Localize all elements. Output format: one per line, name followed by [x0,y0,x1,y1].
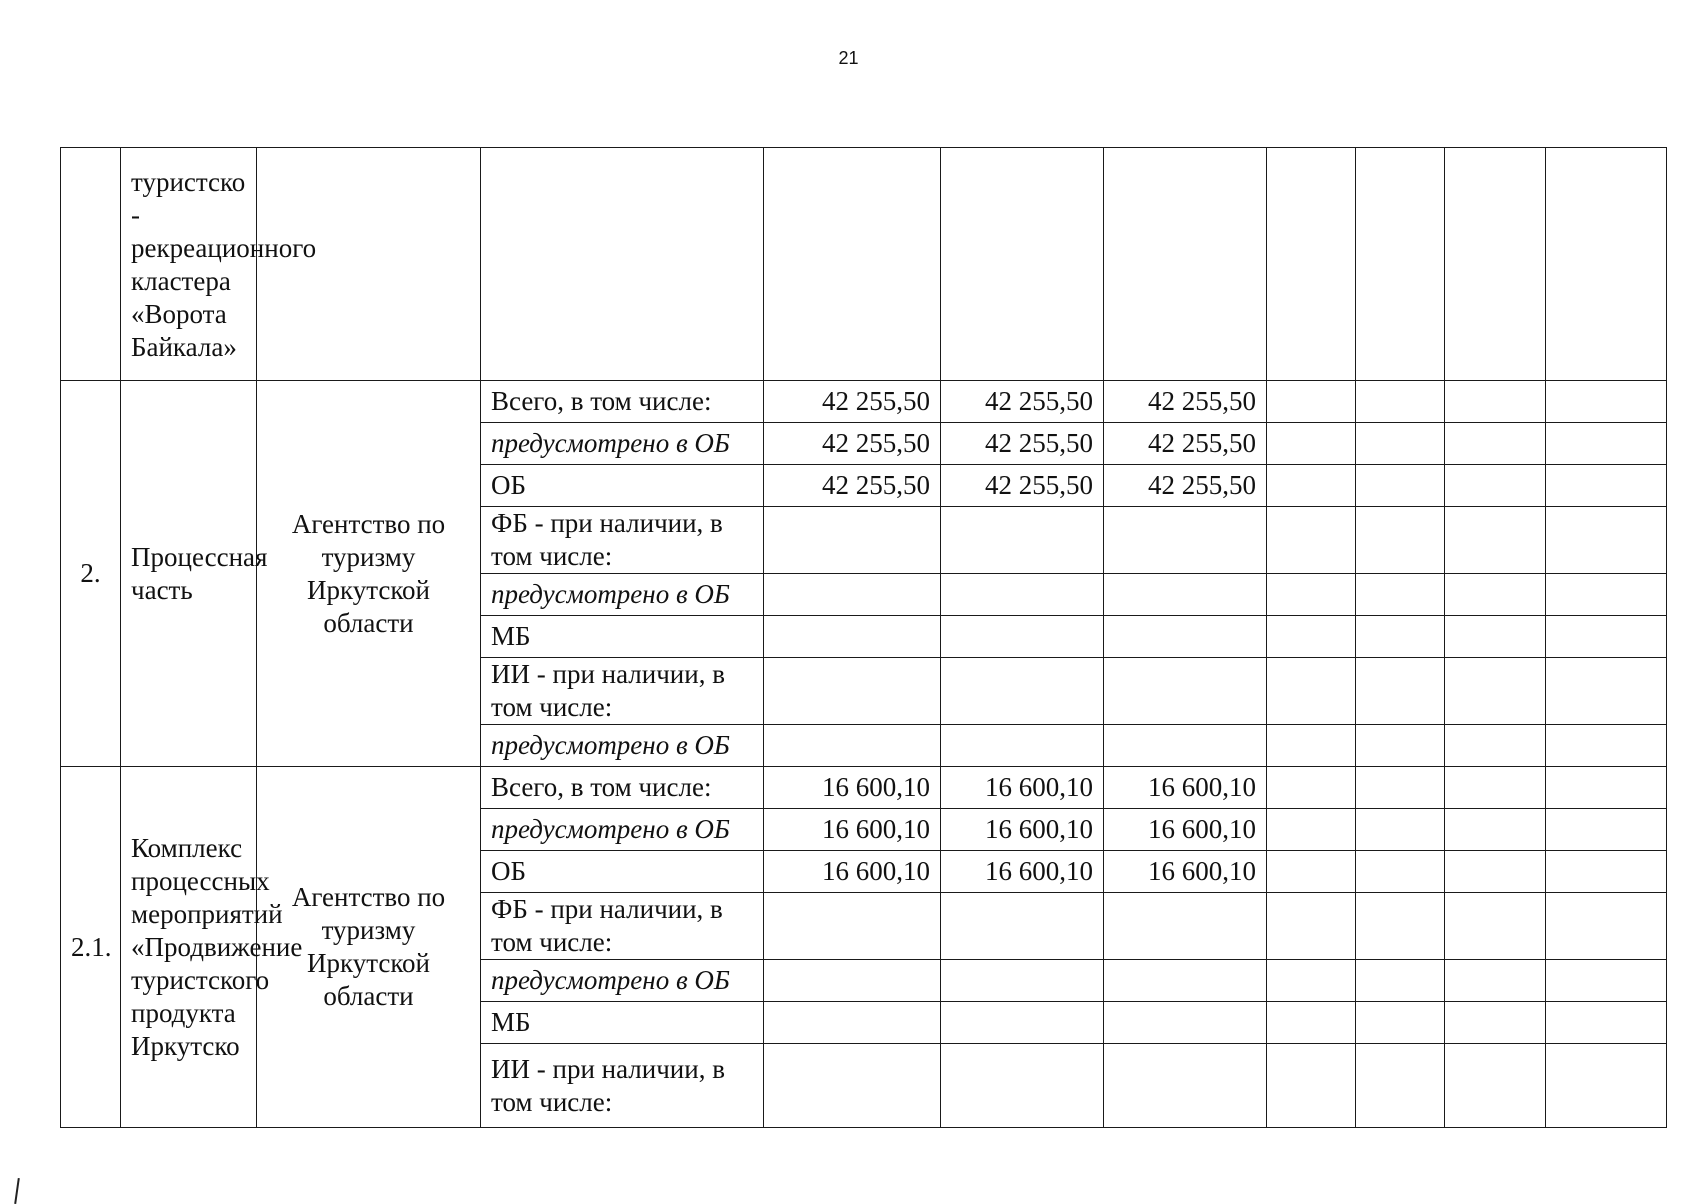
empty-cell [1445,148,1546,381]
funding-source-cell: МБ [481,1002,764,1044]
amount-cell: 42 255,50 [764,465,941,507]
amount-cell [764,574,941,616]
amount-cell [1104,1044,1267,1128]
empty-cell [1356,658,1445,725]
empty-cell [1546,725,1667,767]
empty-cell [1546,423,1667,465]
funding-source-cell: МБ [481,616,764,658]
empty-cell [1546,1002,1667,1044]
event-name-cell: туристско - рекреационного кластера «Ворота Байкала» [121,148,257,381]
empty-cell [1267,658,1356,725]
empty-cell [1356,767,1445,809]
empty-cell [1445,893,1546,960]
amount-cell [1104,1002,1267,1044]
funding-source-cell: ОБ [481,851,764,893]
empty-cell [1267,507,1356,574]
empty-cell [1546,960,1667,1002]
event-name-cell: Процессная часть [121,381,257,767]
amount-cell: 16 600,10 [1104,809,1267,851]
empty-cell [1546,616,1667,658]
empty-cell [1546,767,1667,809]
empty-cell [1546,893,1667,960]
table-row [61,767,1667,809]
empty-cell [1356,851,1445,893]
empty-cell [1267,809,1356,851]
agency-cell [257,148,481,381]
empty-cell [1546,148,1667,381]
empty-cell [1445,465,1546,507]
empty-cell [1356,809,1445,851]
empty-cell [1267,1044,1356,1128]
empty-cell [1356,893,1445,960]
amount-cell: 16 600,10 [764,809,941,851]
funding-table [60,147,1667,1128]
empty-cell [1445,960,1546,1002]
empty-cell [1445,423,1546,465]
amount-cell [764,725,941,767]
amount-cell [764,1044,941,1128]
agency-cell: Агентство по туризму Иркутской области [257,767,481,1128]
amount-cell [1104,616,1267,658]
table-row [61,381,1667,423]
empty-cell [1445,767,1546,809]
amount-cell [764,1002,941,1044]
amount-cell: 42 255,50 [941,465,1104,507]
empty-cell [1445,616,1546,658]
amount-cell [941,893,1104,960]
empty-cell [1356,960,1445,1002]
empty-cell [1546,465,1667,507]
empty-cell [1445,1002,1546,1044]
amount-cell: 42 255,50 [764,423,941,465]
amount-cell [941,1044,1104,1128]
amount-cell [764,960,941,1002]
amount-cell [941,574,1104,616]
empty-cell [1546,507,1667,574]
row-number-cell: 2. [61,381,121,767]
amount-cell [941,1002,1104,1044]
amount-cell: 16 600,10 [941,851,1104,893]
page-number: 21 [838,48,859,68]
amount-cell [764,658,941,725]
funding-source-cell: Всего, в том числе: [481,381,764,423]
source-cell [481,148,764,381]
event-name-cell: Комплекс процессных мероприятий «Продвижение туристского продукта Иркутско [121,767,257,1128]
empty-cell [1267,381,1356,423]
funding-source-cell: предусмотрено в ОБ [481,423,764,465]
empty-cell [1546,809,1667,851]
empty-cell [1546,381,1667,423]
table-row [61,148,1667,381]
empty-cell [1546,1044,1667,1128]
empty-cell [1356,1044,1445,1128]
amount-cell: 16 600,10 [764,767,941,809]
empty-cell [1267,148,1356,381]
amount-cell: 16 600,10 [941,809,1104,851]
empty-cell [1267,767,1356,809]
empty-cell [1445,574,1546,616]
empty-cell [1267,574,1356,616]
amount-cell: 42 255,50 [1104,381,1267,423]
amount-cell: 42 255,50 [1104,465,1267,507]
amount-cell [1104,725,1267,767]
amount-cell: 42 255,50 [764,381,941,423]
empty-cell [1267,616,1356,658]
funding-source-cell: ФБ - при наличии, в том числе: [481,893,764,960]
amount-cell: 42 255,50 [941,423,1104,465]
empty-cell [1445,381,1546,423]
empty-cell [1356,725,1445,767]
empty-cell [1267,423,1356,465]
amount-cell [941,507,1104,574]
empty-cell [1445,1044,1546,1128]
amount-cell: 42 255,50 [941,381,1104,423]
value-cell [941,148,1104,381]
amount-cell: 42 255,50 [1104,423,1267,465]
empty-cell [1445,507,1546,574]
value-cell [764,148,941,381]
empty-cell [1267,1002,1356,1044]
empty-cell [1356,507,1445,574]
amount-cell [941,725,1104,767]
empty-cell [1445,658,1546,725]
empty-cell [1267,851,1356,893]
empty-cell [1445,809,1546,851]
value-cell [1104,148,1267,381]
empty-cell [1267,960,1356,1002]
empty-cell [1267,465,1356,507]
agency-cell: Агентство по туризму Иркутской области [257,381,481,767]
amount-cell [764,616,941,658]
amount-cell [1104,507,1267,574]
empty-cell [1356,381,1445,423]
funding-source-cell: предусмотрено в ОБ [481,574,764,616]
amount-cell: 16 600,10 [941,767,1104,809]
funding-source-cell: Всего, в том числе: [481,767,764,809]
empty-cell [1267,725,1356,767]
row-number-cell [61,148,121,381]
empty-cell [1356,616,1445,658]
amount-cell [941,616,1104,658]
empty-cell [1356,148,1445,381]
funding-source-cell: ИИ - при наличии, в том числе: [481,658,764,725]
funding-source-cell: ИИ - при наличии, в том числе: [481,1044,764,1128]
empty-cell [1445,725,1546,767]
empty-cell [1267,893,1356,960]
empty-cell [1546,574,1667,616]
amount-cell [1104,574,1267,616]
amount-cell [1104,960,1267,1002]
amount-cell: 16 600,10 [1104,851,1267,893]
amount-cell [941,658,1104,725]
amount-cell [941,960,1104,1002]
empty-cell [1546,851,1667,893]
amount-cell: 16 600,10 [1104,767,1267,809]
empty-cell [1356,1002,1445,1044]
amount-cell [1104,893,1267,960]
empty-cell [1445,851,1546,893]
pen-mark [14,1178,20,1204]
funding-source-cell: ОБ [481,465,764,507]
amount-cell [764,893,941,960]
funding-source-cell: предусмотрено в ОБ [481,809,764,851]
empty-cell [1356,465,1445,507]
funding-source-cell: предусмотрено в ОБ [481,960,764,1002]
funding-source-cell: предусмотрено в ОБ [481,725,764,767]
row-number-cell: 2.1. [61,767,121,1128]
empty-cell [1356,423,1445,465]
funding-source-cell: ФБ - при наличии, в том числе: [481,507,764,574]
amount-cell: 16 600,10 [764,851,941,893]
amount-cell [764,507,941,574]
empty-cell [1356,574,1445,616]
empty-cell [1546,658,1667,725]
amount-cell [1104,658,1267,725]
